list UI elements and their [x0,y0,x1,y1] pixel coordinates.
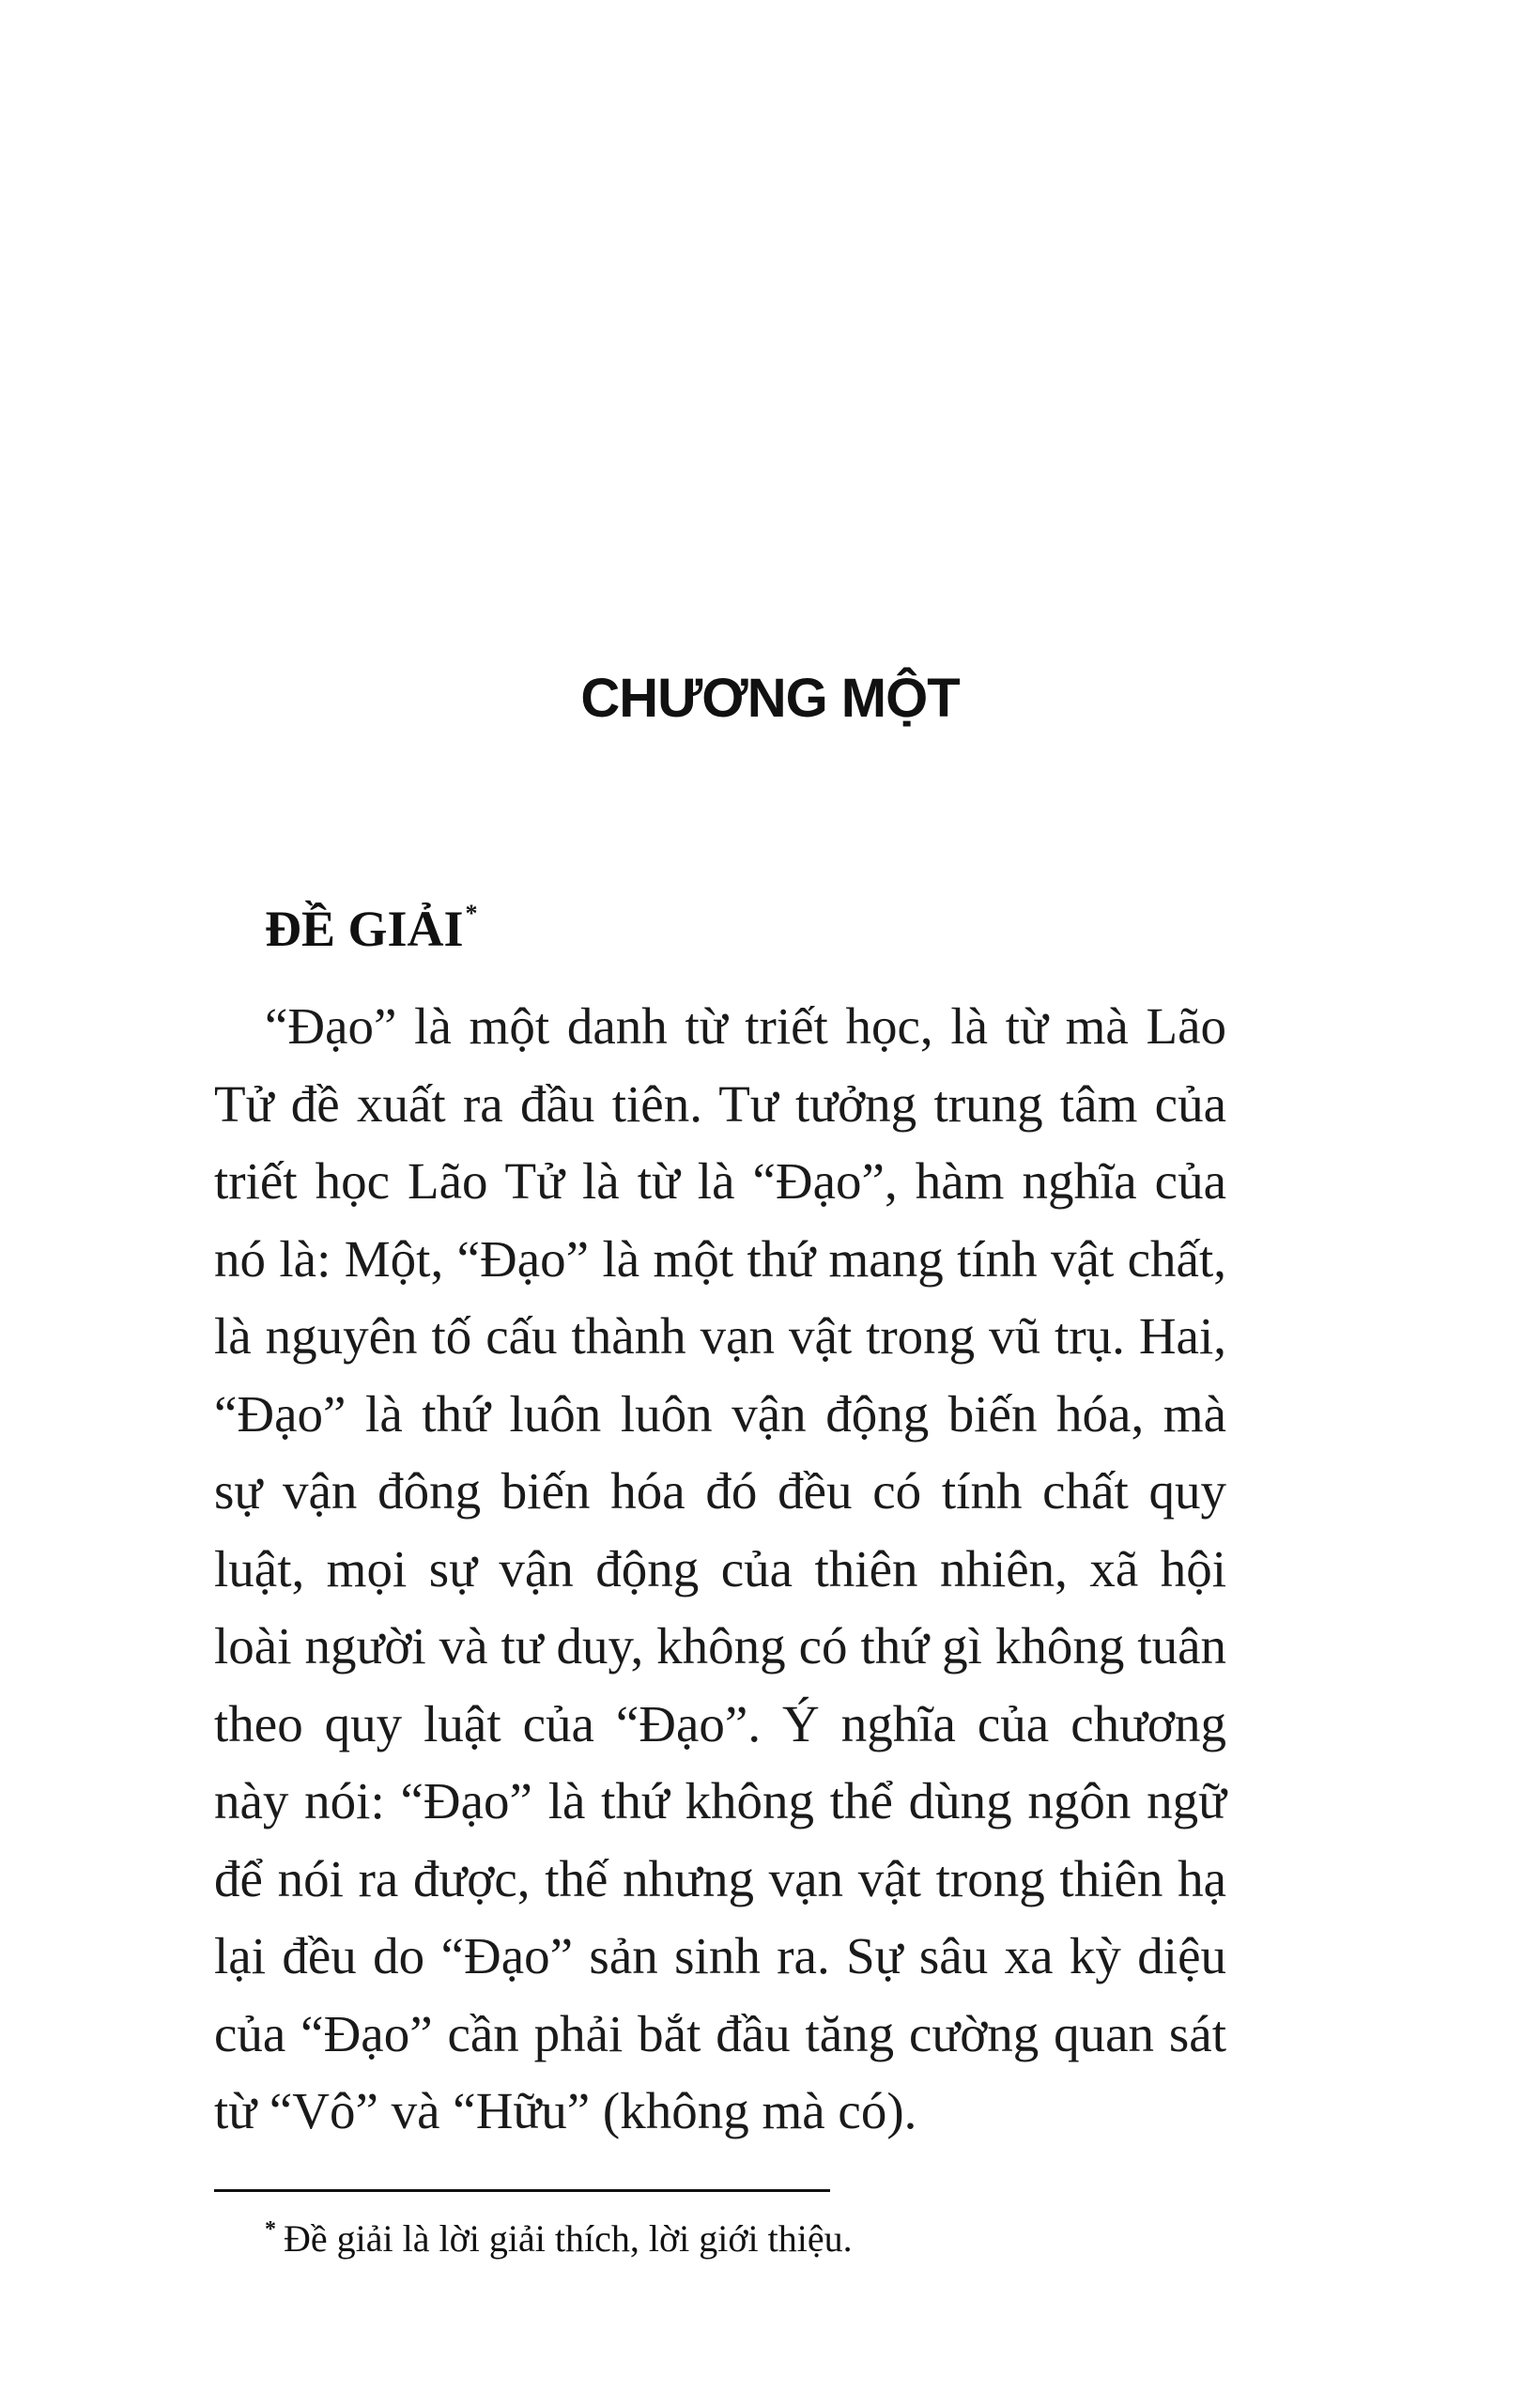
footnote-marker: * [265,2217,276,2242]
footnote-divider [214,2189,830,2192]
footnote-text: Đề giải là lời giải thích, lời giới thiệu. [284,2217,853,2260]
body-paragraph: “Đạo” là một danh từ triết học, là từ mà Lão Tử đề xuất ra đầu tiên. Tư tưởng trung tâm của triết học Lão Tử là từ là “Đạo”, hàm nghĩa của nó là: Một, “Đạo” là một thứ mang tính vật chất, là nguyên tố cấu thành vạn vật trong vũ trụ. Hai, “Đạo” là thứ luôn luôn vận động biến hóa, mà sự vận đông biến hóa đó đều có tính chất quy luật, mọi sự vận động của thiên nhiên, xã hội loài người và tư duy, không có thứ gì không tuân theo quy luật của “Đạo”. Ý nghĩa của chương này nói: “Đạo” là thứ không thể dùng ngôn ngữ để nói ra được, thế nhưng vạn vật trong thiên hạ lại đều do “Đạo” sản sinh ra. Sự sâu xa kỳ diệu của “Đạo” cần phải bắt đầu tăng cường quan sát từ “Vô” và “Hữu” (không mà có). [214,997,1226,2139]
section-heading [265,900,478,958]
chapter-title: CHƯƠNG MỘT [580,668,960,729]
section-heading-text: ĐỀ GIẢI [265,901,464,957]
footnote-reference-marker: * [465,900,478,927]
footnote [265,2216,853,2261]
